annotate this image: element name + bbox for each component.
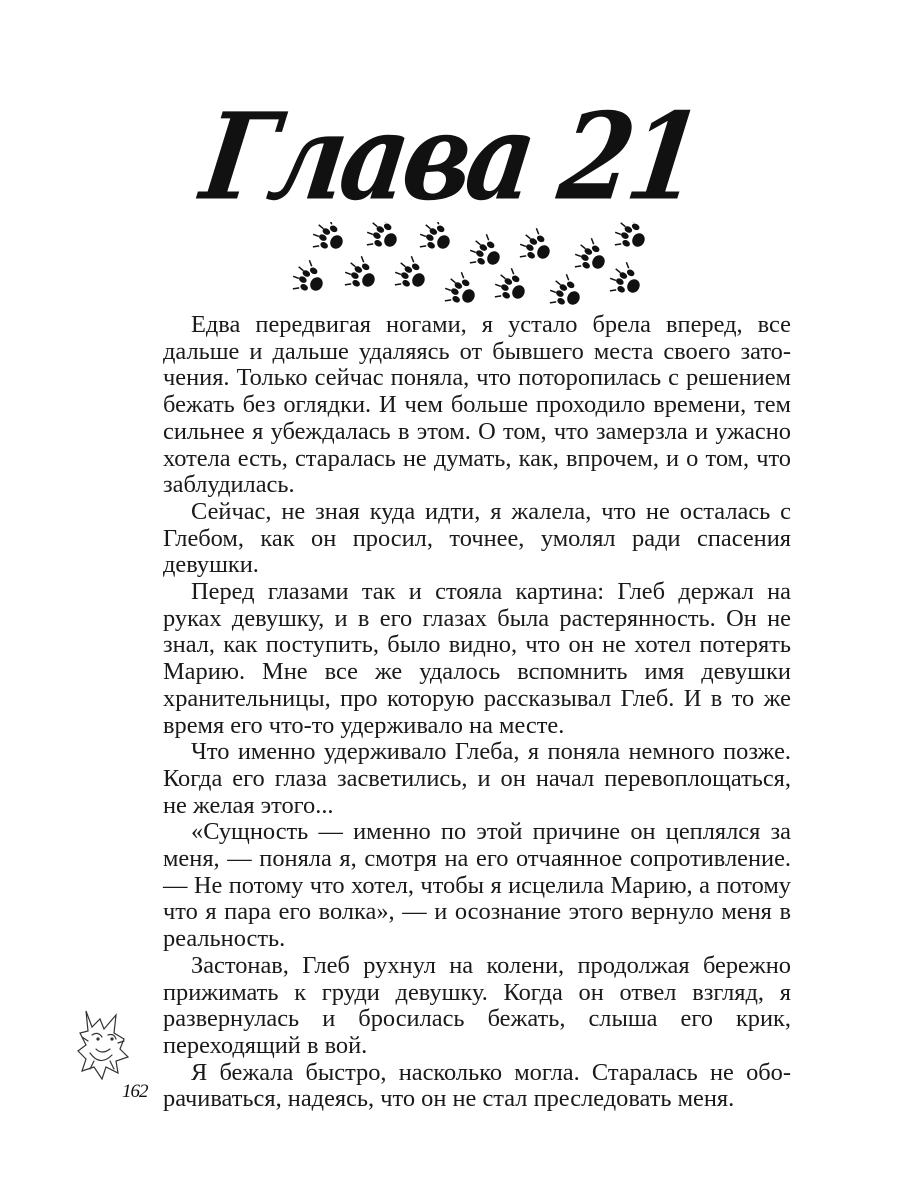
paragraph: Едва передвигая ногами, я устало брела вперед, все дальше и дальше удаляясь от бывшего места своего заточения. Только сейчас поняла, что поторопилась с решением бежать без оглядки. И чем больше проходило времени, тем сильнее я убеждалась в этом. О том, что замерзла и ужасно хотела есть, старалась не думать, как, впрочем, и о том, что заблудилась. (163, 311, 791, 499)
wolf-head-icon (72, 1005, 136, 1083)
paragraph: Я бежала быстро, насколько могла. Старалась не оборачиваться, надеясь, что он не стал преследовать меня. (163, 1058, 791, 1113)
paragraph: Сейчас, не зная куда идти, я жалела, что не осталась с Глебом, как он просил, точнее, умолял ради спасения девушки. (163, 497, 791, 579)
body-text (163, 312, 791, 1113)
paragraph: «Сущность — именно по этой причине он цеплялся за меня, — поняла я, смотря на его отчаянное сопротивление. — Не потому что хотел, чтобы я исцелила Марию, а потому что я пара его волка», — и осознание этого вернуло меня в реальность. (163, 818, 791, 953)
paragraph: Перед глазами так и стояла картина: Глеб держал на руках девушку, и в его глазах была растерянность. Он не знал, как поступить, было видно, что он не хотел потерять Марию. Мне все же удалось вспомнить имя девушки хранительницы, про которую рассказывал Глеб. И в то же время его что-то удерживало на месте. (163, 578, 791, 739)
paragraph: Что именно удерживало Глеба, я поняла немного позже. Когда его глаза засветились, и он начал перевоплощаться, не желая этого... (163, 738, 791, 819)
page-number: 162 (122, 1081, 148, 1102)
paragraph: Застонав, Глеб рухнул на колени, продолжая бережно прижимать к груди девушку. Когда он отвел взгляд, я развернулась и бросилась бежать, слыша его крик, переходящий в вой. (163, 951, 791, 1059)
chapter-title: Глава 21 (194, 85, 706, 228)
paw-prints-icon (285, 222, 665, 312)
